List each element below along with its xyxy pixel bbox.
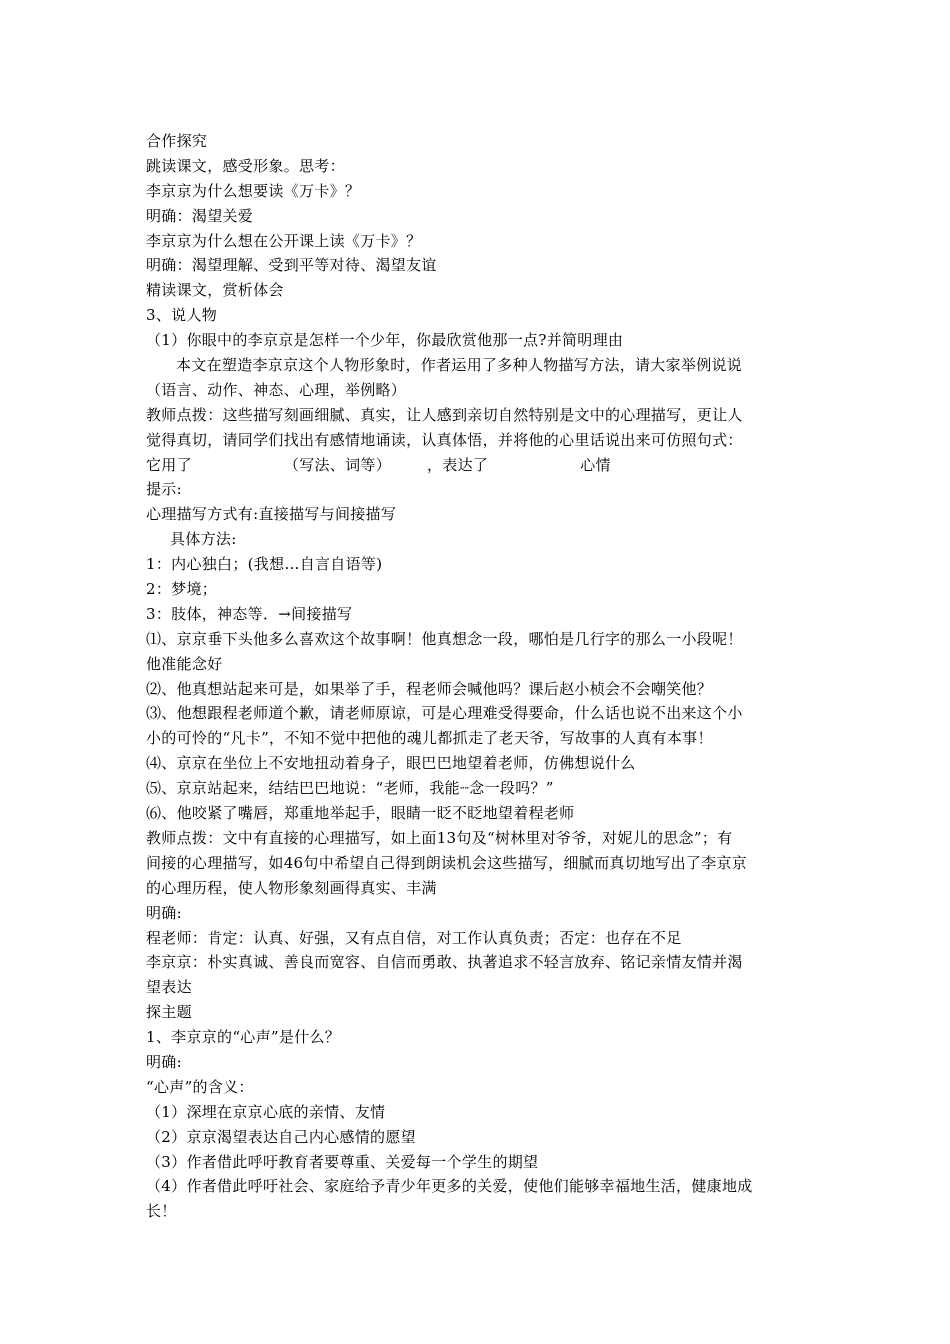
list-item-continuation: 小的可怜的“凡卡”，不知不觉中把他的魂儿都抓走了老天爷，写故事的人真有本事！ <box>146 729 713 748</box>
section-heading: 探主题 <box>146 1003 192 1022</box>
answer-line: 明确：渴望理解、受到平等对待、渴望友谊 <box>146 256 437 275</box>
text-line: “心声”的含义： <box>146 1077 254 1096</box>
list-item: ⑵、他真想站起来可是，如果举了手，程老师会喊他吗？课后赵小桢会不会嘲笑他？ <box>146 679 713 698</box>
question-line: 李京京为什么想要读《万卡》？ <box>146 181 361 200</box>
list-item: ⑷、京京在坐位上不安地扭动着身子，眼巴巴地望着老师，仿佛想说什么 <box>146 754 636 773</box>
list-item: 1：内心独白；(我想…自言自语等) <box>146 555 383 574</box>
text-line: 程老师：肯定：认真、好强，又有点自信，对工作认真负责；否定：也存在不足 <box>146 928 682 947</box>
list-item: ⑶、他想跟程老师道个歉，请老师原谅，可是心理难受得要命，什么话也说不出来这个小 <box>146 704 743 723</box>
text-line: 跳读课文，感受形象。思考： <box>146 156 345 175</box>
template-part-c: ，表达了 <box>427 455 489 474</box>
list-item: ⑹、他咬紧了嘴唇，郑重地举起手，眼睛一眨不眨地望着程老师 <box>146 804 575 823</box>
list-item: （4）作者借此呼吁社会、家庭给予青少年更多的关爱，使他们能够幸福地生活，健康地成 <box>146 1177 753 1196</box>
list-item-continuation: 他准能念好 <box>146 654 223 673</box>
text-line: 具体方法: <box>170 530 237 549</box>
template-part-a: 它用了 <box>146 455 192 474</box>
list-item: ⑸、京京站起来，结结巴巴地说：“老师，我能┈念一段吗？” <box>146 779 554 798</box>
list-item: ⑴、京京垂下头他多么喜欢这个故事啊！他真想念一段，哪怕是几行字的那么一小段呢！ <box>146 629 743 648</box>
text-line: （1）你眼中的李京京是怎样一个少年，你最欣赏他那一点?并简明理由 <box>146 331 624 350</box>
text-line: 李京京：朴实真诚、善良而宽容、自信而勇敢、执著追求不轻言放弃、铭记亲情友情并渴 <box>146 953 743 972</box>
section-heading: 合作探究 <box>146 132 208 150</box>
text-line: 觉得真切，请同学们找出有感情地诵读，认真体悟，并将他的心里话说出来可仿照句式： <box>146 430 743 449</box>
list-item-continuation: 长！ <box>146 1202 177 1221</box>
answer-line: 明确：渴望关爱 <box>146 206 254 225</box>
text-line: 本文在塑造李京京这个人物形象时，作者运用了多种人物描写方法，请大家举例说说 <box>176 356 743 375</box>
text-line: 望表达 <box>146 978 192 997</box>
text-line: 提示: <box>146 480 182 499</box>
question-line: 李京京为什么想在公开课上读《万卡》？ <box>146 231 422 250</box>
text-line: 明确: <box>146 1052 182 1071</box>
text-line: 的心理历程，使人物形象刻画得真实、丰满 <box>146 878 437 897</box>
list-item: 2：梦境； <box>146 580 218 599</box>
text-line: （语言、动作、神态、心理，举例略） <box>146 380 407 399</box>
template-sentence <box>146 453 816 478</box>
text-line: 教师点拨：这些描写刻画细腻、真实，让人感到亲切自然特别是文中的心理描写，更让人 <box>146 405 743 424</box>
list-item: （2）京京渴望表达自己内心感情的愿望 <box>146 1127 416 1146</box>
list-item: （3）作者借此呼吁教育者要尊重、关爱每一个学生的期望 <box>146 1152 539 1171</box>
text-line: 精读课文，赏析体会 <box>146 281 284 300</box>
subsection-heading: 3、说人物 <box>146 306 218 325</box>
list-item: 3：肢体，神态等．→间接描写 <box>146 604 353 623</box>
list-item: （1）深埋在京京心底的亲情、友情 <box>146 1102 386 1121</box>
template-part-d: 心情 <box>580 455 611 474</box>
document-body <box>146 129 816 1224</box>
question-line: 1、李京京的“心声”是什么？ <box>146 1028 341 1047</box>
text-line: 间接的心理描写，如46句中希望自己得到朗读机会这些描写，细腻而真切地写出了李京京 <box>146 853 748 872</box>
text-line: 心理描写方式有:直接描写与间接描写 <box>146 505 397 524</box>
template-part-b: （写法、词等） <box>283 455 392 474</box>
text-line: 明确: <box>146 903 182 922</box>
text-line: 教师点拨：文中有直接的心理描写，如上面13句及“树林里对爷爷，对妮儿的思念”；有 <box>146 828 733 847</box>
